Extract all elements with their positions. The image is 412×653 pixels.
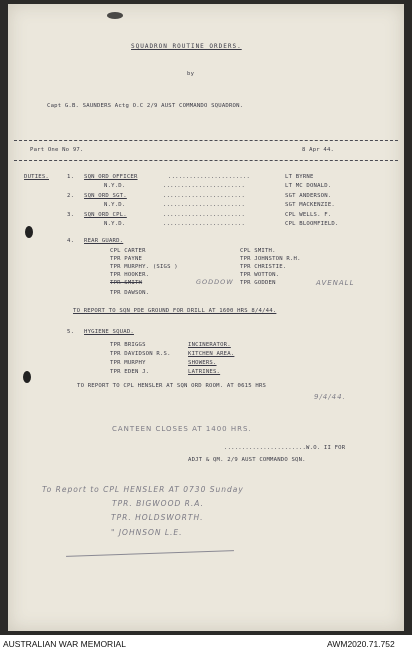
footer-right: AWM2020.71.752: [327, 639, 395, 649]
guard-member: TPR CHRISTIE.: [240, 264, 287, 270]
handwritten-name: AVENALL: [316, 279, 355, 287]
hygiene-num: 5.: [67, 329, 75, 335]
handwritten-insert: GODDOW: [196, 278, 234, 286]
duty-num: 3.: [67, 212, 75, 218]
guard-num: 4.: [67, 238, 75, 244]
guard-member: TPR GODDEN: [240, 280, 276, 286]
hygiene-area: LATRINES.: [188, 369, 221, 375]
guard-member: TPR HOOKER.: [110, 272, 150, 278]
handwritten-note-line: To Report to CPL HENSLER AT 0730 Sunday: [42, 485, 244, 494]
guard-member: TPR PAYNE: [110, 256, 143, 262]
document-title: SQUADRON ROUTINE ORDERS.: [131, 43, 242, 50]
duty-dots: .......................: [163, 202, 246, 208]
duty-dots: .......................: [168, 174, 251, 180]
order-date: 8 Apr 44.: [302, 147, 335, 153]
guard-member: TPR SMITH: [110, 280, 143, 286]
hygiene-area: INCINERATOR.: [188, 342, 231, 348]
divider-top: [14, 140, 398, 141]
duty-sub-label: N.Y.D.: [104, 202, 126, 208]
part-number: Part One No 97.: [30, 147, 84, 153]
signature-line: .......................W.O. II FOR: [224, 445, 346, 451]
handwritten-note-line: TPR. BIGWOOD R.A.: [112, 499, 204, 508]
duty-num: 1.: [67, 174, 75, 180]
issuer-line: Capt G.B. SAUNDERS Actg O.C 2/9 AUST COMMANDO SQUADRON.: [47, 103, 244, 109]
by-line: by: [187, 71, 195, 77]
footer-left: AUSTRALIAN WAR MEMORIAL: [3, 639, 126, 649]
duty-dots: .......................: [163, 221, 246, 227]
duty-sub-label: N.Y.D.: [104, 183, 126, 189]
drill-report-line: TO REPORT TO SQN PDE GROUND FOR DRILL AT 1600 HRS 8/4/44.: [73, 308, 277, 314]
guard-member: TPR WOTTON.: [240, 272, 280, 278]
signature-sub: ADJT & QM. 2/9 AUST COMMANDO SQN.: [188, 457, 306, 463]
handwritten-date: 9/4/44.: [314, 393, 346, 401]
duty-name: LT BYRNE: [285, 174, 314, 180]
hygiene-label: HYGIENE SQUAD.: [84, 329, 134, 335]
duty-sub-name: LT MC DONALD.: [285, 183, 332, 189]
duty-name: CPL WELLS. F.: [285, 212, 332, 218]
guard-member: TPR MURPHY. (SIGS ): [110, 264, 178, 270]
hygiene-member: TPR BRIGGS: [110, 342, 146, 348]
duty-sub-label: N.Y.D.: [104, 221, 126, 227]
hygiene-report-line: TO REPORT TO CPL HENSLER AT SQN ORD ROOM. AT 0615 HRS: [77, 383, 267, 389]
duty-label: SQN ORD SGT.: [84, 193, 127, 199]
guard-member: CPL SMITH.: [240, 248, 276, 254]
duty-num: 2.: [67, 193, 75, 199]
duty-sub-name: SGT MACKENZIE.: [285, 202, 335, 208]
duty-dots: .......................: [163, 193, 246, 199]
divider-bottom: [14, 160, 398, 161]
ink-smudge: [107, 12, 123, 19]
duty-dots: .......................: [163, 183, 246, 189]
handwritten-note-line: " JOHNSON L.E.: [111, 528, 183, 537]
hygiene-member: TPR EDEN J.: [110, 369, 150, 375]
duties-label: DUTIES.: [24, 174, 49, 180]
hygiene-area: KITCHEN AREA.: [188, 351, 235, 357]
document-page: [8, 4, 404, 631]
canteen-note: CANTEEN CLOSES AT 1400 HRS.: [112, 425, 252, 433]
duty-label: SQN ORD CPL.: [84, 212, 127, 218]
handwritten-note-line: TPR. HOLDSWORTH.: [111, 513, 204, 522]
hygiene-member: TPR DAVIDSON R.S.: [110, 351, 171, 357]
punch-hole: [25, 226, 33, 238]
punch-hole: [23, 371, 31, 383]
hygiene-member: TPR MURPHY: [110, 360, 146, 366]
guard-member: TPR JOHNSTON R.H.: [240, 256, 301, 262]
duty-label: SQN ORD OFFICER: [84, 174, 138, 180]
guard-member: TPR DAWSON.: [110, 290, 150, 296]
guard-member: CPL CARTER: [110, 248, 146, 254]
duty-name: SGT ANDERSON.: [285, 193, 332, 199]
duty-dots: .......................: [163, 212, 246, 218]
guard-label: REAR GUARD.: [84, 238, 124, 244]
duty-sub-name: CPL BLOOMFIELD.: [285, 221, 339, 227]
hygiene-area: SHOWERS.: [188, 360, 217, 366]
